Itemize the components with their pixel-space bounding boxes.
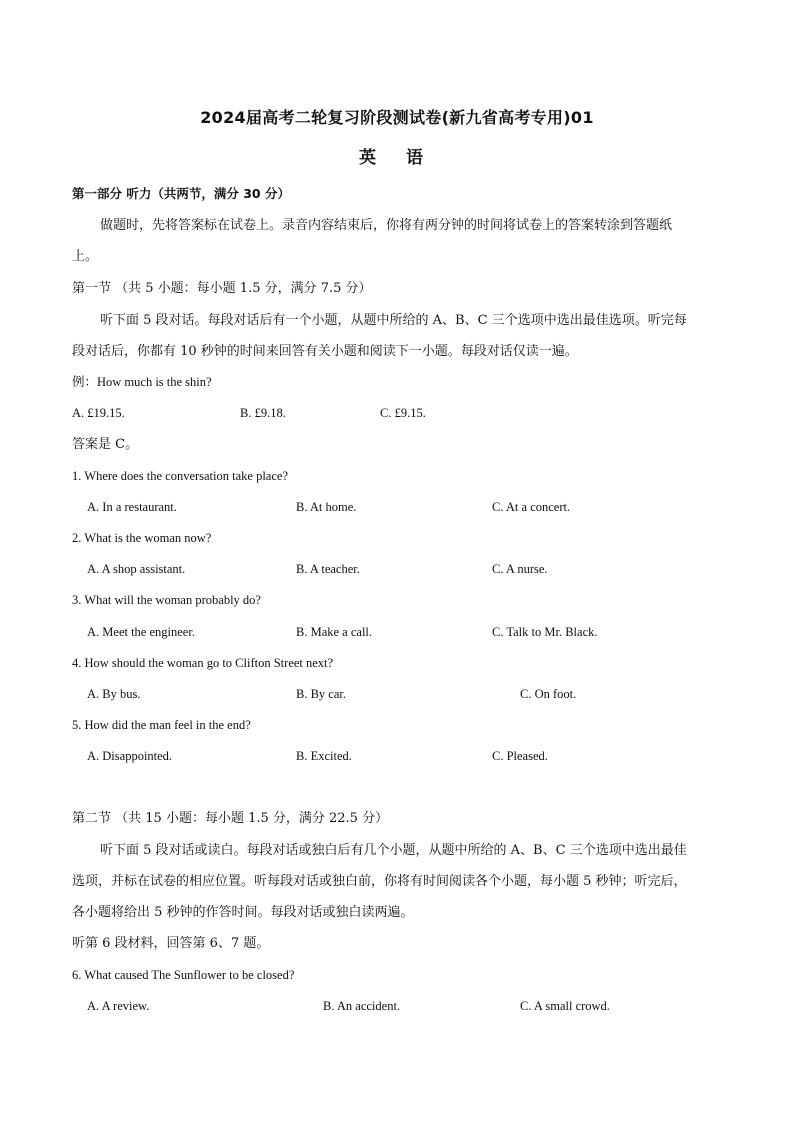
example-question: 例：How much is the shin? — [72, 375, 212, 389]
question-6: 6. What caused The Sunflower to be closed? — [72, 968, 295, 982]
q1-option-a: A. In a restaurant. — [87, 500, 177, 514]
q5-option-a: A. Disappointed. — [87, 749, 173, 763]
q2-option-b: B. A teacher. — [296, 562, 360, 576]
q6-option-b: B. An accident. — [323, 999, 401, 1013]
q2-option-c: C. A nurse. — [492, 562, 548, 576]
section1-heading: 第一节 （共 5 小题：每小题 1.5 分，满分 7.5 分） — [72, 281, 372, 296]
part1-intro-line1: 做题时，先将答案标在试卷上。录音内容结束后，你将有两分钟的时间将试卷上的答案转涂到答题纸 — [100, 218, 673, 233]
q4-option-a: A. By bus. — [87, 687, 141, 701]
question-1: 1. Where does the conversation take place? — [72, 469, 288, 483]
part1-heading: 第一部分 听力（共两节，满分 30 分） — [72, 186, 290, 201]
section2-heading: 第二节 （共 15 小题：每小题 1.5 分，满分 22.5 分） — [72, 811, 389, 826]
question-4: 4. How should the woman go to Clifton Street next? — [72, 656, 334, 670]
question-2: 2. What is the woman now? — [72, 531, 212, 545]
q1-option-b: B. At home. — [296, 500, 357, 514]
part1-intro-line2: 上。 — [72, 249, 99, 264]
section1-instruction-line1: 听下面 5 段对话。每段对话后有一个小题，从题中所给的 A、B、C 三个选项中选出最佳选项。听完每 — [100, 313, 687, 328]
exam-title: 2024届高考二轮复习阶段测试卷(新九省高考专用)01 — [200, 108, 594, 127]
q3-option-a: A. Meet the engineer. — [87, 625, 195, 639]
q6-option-c: C. A small crowd. — [520, 999, 610, 1013]
example-option-c: C. £9.15. — [380, 406, 426, 420]
example-answer: 答案是 C。 — [72, 437, 139, 452]
section2-instruction-line2: 选项，并标在试卷的相应位置。听每段对话或独白前，你将有时间阅读各个小题，每小题 5 秒钟；听完后， — [72, 874, 687, 889]
example-option-b: B. £9.18. — [240, 406, 286, 420]
q3-option-c: C. Talk to Mr. Black. — [492, 625, 598, 639]
q4-option-c: C. On foot. — [520, 687, 577, 701]
subject-title: 英 语 — [359, 148, 435, 168]
q5-option-b: B. Excited. — [296, 749, 352, 763]
section1-instruction-line2: 段对话后，你都有 10 秒钟的时间来回答有关小题和阅读下一小题。每段对话仅读一遍。 — [72, 344, 578, 359]
q3-option-b: B. Make a call. — [296, 625, 373, 639]
q1-option-c: C. At a concert. — [492, 500, 571, 514]
q6-option-a: A. A review. — [87, 999, 150, 1013]
section2-instruction-line1: 听下面 5 段对话或读白。每段对话或独白后有几个小题，从题中所给的 A、B、C 三个选项中选出最佳 — [100, 843, 687, 858]
example-option-a: A. £19.15. — [72, 406, 125, 420]
question-3: 3. What will the woman probably do? — [72, 593, 261, 607]
q4-option-b: B. By car. — [296, 687, 346, 701]
q2-option-a: A. A shop assistant. — [87, 562, 186, 576]
q5-option-c: C. Pleased. — [492, 749, 548, 763]
section2-instruction-line3: 各小题将给出 5 秒钟的作答时间。每段对话或独白读两遍。 — [72, 905, 414, 920]
material-6-heading: 听第 6 段材料，回答第 6、7 题。 — [72, 936, 270, 951]
question-5: 5. How did the man feel in the end? — [72, 718, 251, 732]
